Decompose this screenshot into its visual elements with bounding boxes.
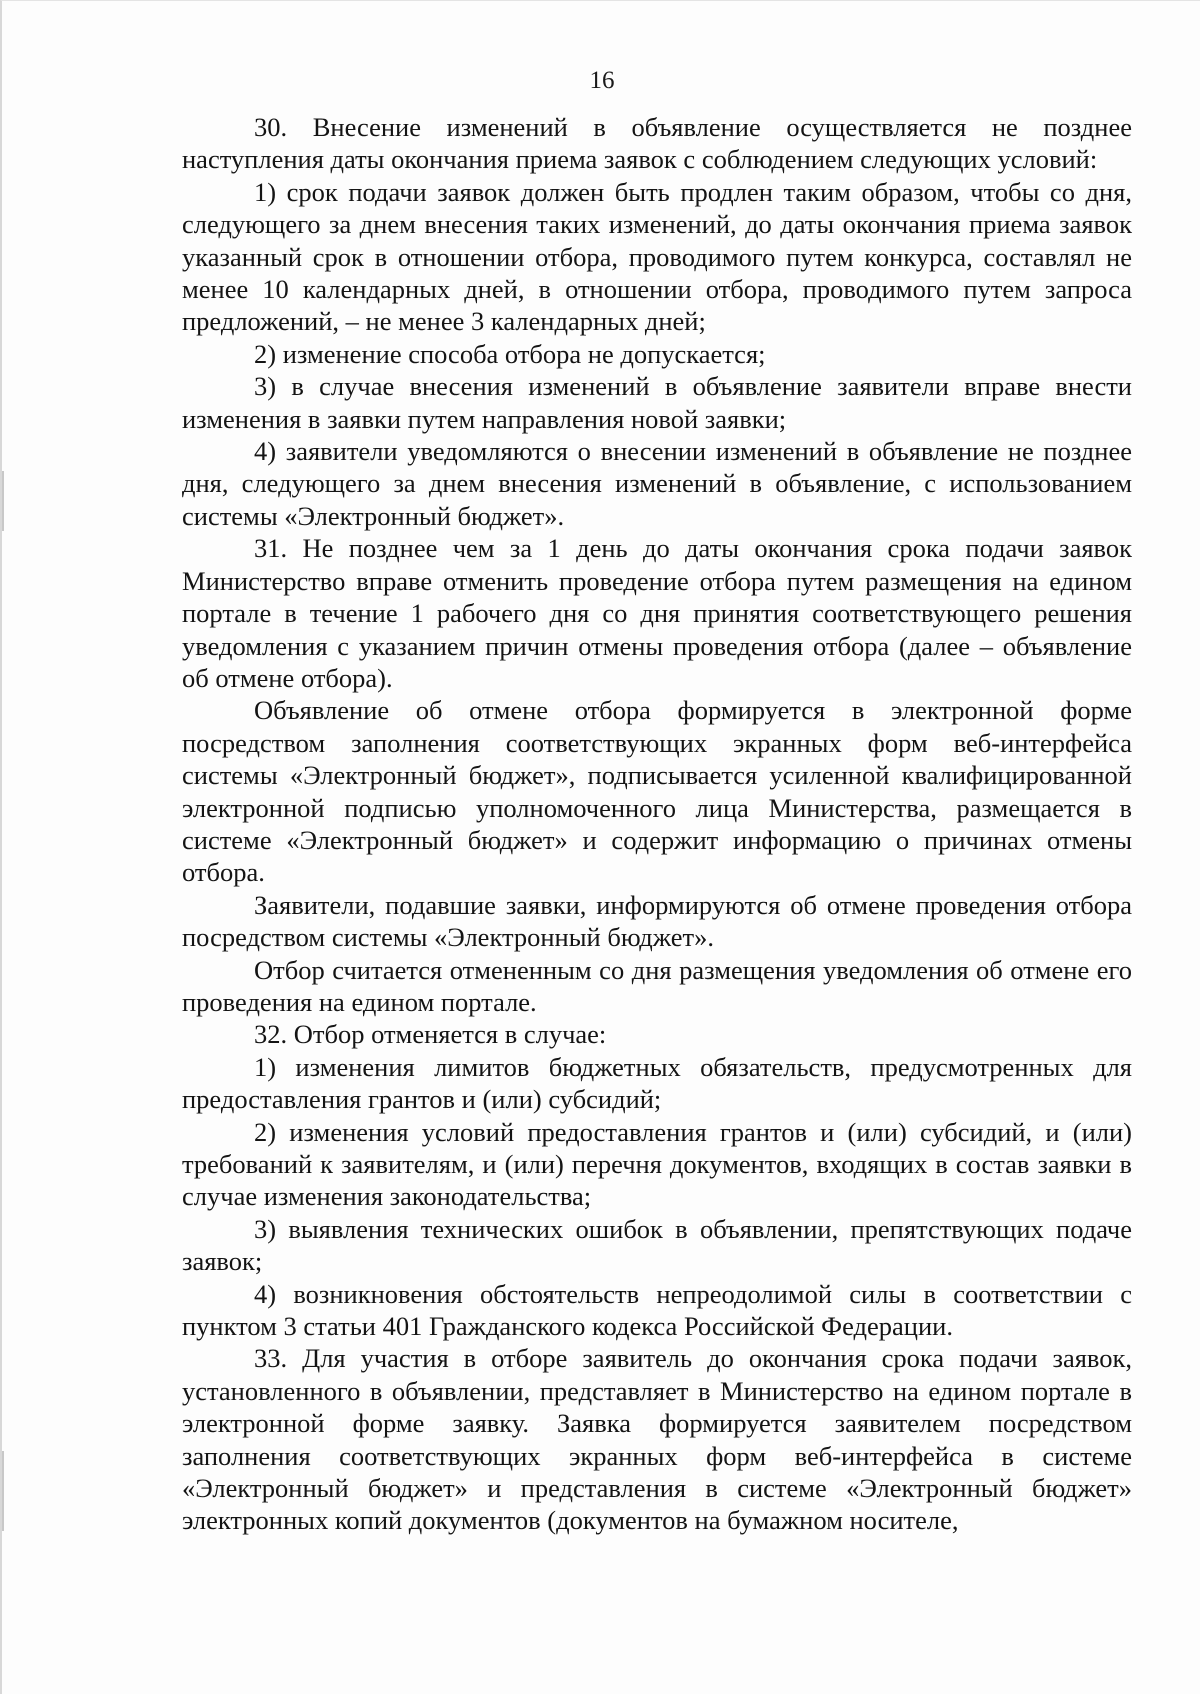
page-number: 16 (589, 67, 615, 94)
paragraph-30-item-2: 2) изменение способа отбора не допускается; (254, 338, 766, 369)
scan-edge-mark (2, 471, 4, 531)
paragraph-32: 32. Отбор отменяется в случае: (254, 1019, 607, 1050)
paragraph-30-item-1: 1) срок подачи заявок должен быть продлен таким образом, чтобы со дня, следующего за днем внесения таких изменений, до даты окончания приема заявок указанный срок в отношении отбора, проводимого путем конкурса, составлял не менее 10 календарных дней, в отношении отбора, проводимого путем запроса предложений, – не менее 3 календарных дней; (182, 176, 1132, 337)
paragraph-31: 31. Не позднее чем за 1 день до даты окончания срока подачи заявок Министерство вправе отменить проведение отбора путем размещения на едином портале в течение 1 рабочего дня со дня принятия соответствующего решения уведомления с указанием причин отмены проведения отбора (далее – объявление об отмене отбора). (182, 533, 1132, 693)
paragraph-30: 30. Внесение изменений в объявление осуществляется не позднее наступления даты окончания приема заявок с соблюдением следующих условий: (182, 112, 1132, 175)
paragraph-33: 33. Для участия в отборе заявитель до окончания срока подачи заявок, установленного в объявлении, представляет в Министерство на едином портале в электронной форме заявку. Заявка формируется заявителем посредством заполнения соответствующих экранных форм веб-интерфейса в системе «Электронный бюджет» и представления в системе «Электронный бюджет» электронных копий документов (документов на бумажном носителе, (182, 1343, 1132, 1536)
paragraph-30-item-3: 3) в случае внесения изменений в объявление заявители вправе внести изменения в заявки путем направления новой заявки; (182, 371, 1132, 434)
scan-edge-mark (2, 1451, 4, 1531)
paragraph-30-item-4: 4) заявители уведомляются о внесении изменений в объявление не позднее дня, следующего за днем внесения изменений в объявление, с использованием системы «Электронный бюджет». (182, 436, 1132, 531)
paragraph-31-cancellation-notice: Объявление об отмене отбора формируется в электронной форме посредством заполнения соответствующих экранных форм веб-интерфейса системы «Электронный бюджет», подписывается усиленной квалифицированной электронной подписью уполномоченного лица Министерства, размещается в системе «Электронный бюджет» и содержит информацию о причинах отмены отбора. (182, 695, 1132, 888)
paragraph-31-applicants-informed: Заявители, подавшие заявки, информируются об отмене проведения отбора посредством системы «Электронный бюджет». (182, 889, 1132, 953)
paragraph-32-item-1: 1) изменения лимитов бюджетных обязательств, предусмотренных для предоставления грантов и (или) субсидий; (182, 1051, 1132, 1115)
paragraph-31-cancellation-effective: Отбор считается отмененным со дня размещения уведомления об отмене его проведения на едином портале. (182, 954, 1132, 1017)
paragraph-32-item-3: 3) выявления технических ошибок в объявлении, препятствующих подаче заявок; (182, 1213, 1132, 1277)
paragraph-32-item-2: 2) изменения условий предоставления грантов и (или) субсидий, и (или) требований к заявителям, и (или) перечня документов, входящих в состав заявки в случае изменения законодательства; (182, 1116, 1132, 1212)
paragraph-32-item-4: 4) возникновения обстоятельств непреодолимой силы в соответствии с пунктом 3 статьи 401 Гражданского кодекса Российской Федерации. (182, 1278, 1132, 1342)
document-body (182, 111, 1132, 1537)
